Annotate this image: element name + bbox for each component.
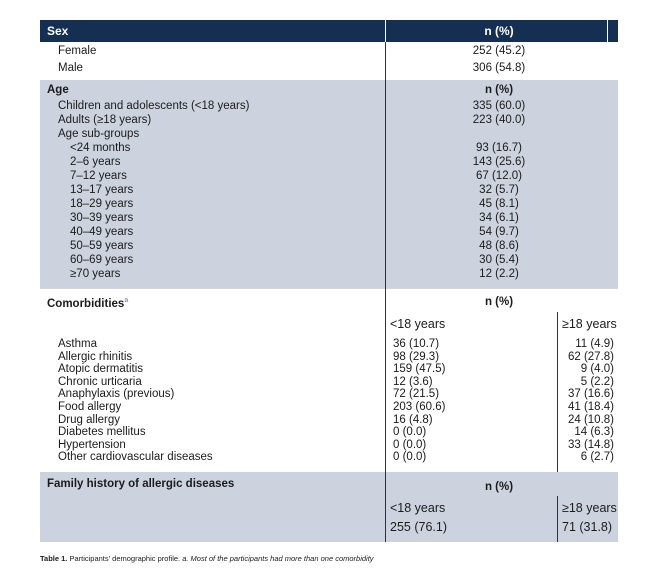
age-row-value: 30 (5.4) xyxy=(479,254,519,266)
comorbidity-value-under18: 159 (47.5) xyxy=(393,363,446,376)
comorbidity-value-over18: 5 (2.2) xyxy=(580,375,614,388)
caption-text: Participants' demographic profile. xyxy=(67,554,183,563)
sex-row-male-value: 306 (54.8) xyxy=(472,62,526,74)
age-row-value: 143 (25.6) xyxy=(472,156,526,168)
comorbidity-value-under18: 0 (0.0) xyxy=(393,438,427,451)
comorbidity-value-under18: 16 (4.8) xyxy=(393,413,433,426)
comorbidity-value-over18: 6 (2.7) xyxy=(580,451,614,464)
sex-row-female-value: 252 (45.2) xyxy=(472,45,526,57)
comorbidity-label: Other cardiovascular diseases xyxy=(58,451,213,464)
comorbidity-value-over18: 37 (16.6) xyxy=(567,388,614,401)
comorbidity-label: Food allergy xyxy=(58,401,122,413)
caption-label: Table 1. xyxy=(40,554,68,563)
comorbidity-value-under18: 36 (10.7) xyxy=(393,338,440,350)
age-row-label: ≥70 years xyxy=(70,268,121,280)
comorbidity-value-under18: 0 (0.0) xyxy=(393,451,427,464)
age-row-value: 335 (60.0) xyxy=(472,100,526,112)
comorbidity-value-under18: 98 (29.3) xyxy=(393,350,440,363)
age-row-value: 45 (8.1) xyxy=(479,198,519,210)
age-row-value: 34 (6.1) xyxy=(479,212,519,224)
family-value-over18: 71 (31.8) xyxy=(562,520,613,534)
family-sub-under18: <18 years xyxy=(390,501,446,515)
sex-col-header: n (%) xyxy=(484,24,514,38)
comorbidity-label: Drug allergy xyxy=(58,413,120,426)
age-row-value: 67 (12.0) xyxy=(475,170,523,182)
sex-header-row xyxy=(40,20,618,42)
comorbidity-value-over18: 14 (6.3) xyxy=(574,426,614,439)
comorbidity-value-under18: 72 (21.5) xyxy=(393,388,440,401)
comorbidity-label: Anaphylaxis (previous) xyxy=(58,388,175,401)
comorbidity-label: Atopic dermatitis xyxy=(58,363,144,376)
comorbidity-value-under18: 12 (3.6) xyxy=(393,375,433,388)
age-row-label: 7–12 years xyxy=(70,170,127,182)
sex-row-female-label: Female xyxy=(58,45,97,57)
comorbidity-label: Chronic urticaria xyxy=(58,375,142,388)
comorbidities-col-header: n (%) xyxy=(484,296,514,308)
age-row-label: 18–29 years xyxy=(70,198,134,210)
header-divider xyxy=(385,20,386,42)
comorbidity-value-over18: 62 (27.8) xyxy=(567,350,614,363)
age-col-header: n (%) xyxy=(484,84,514,96)
family-col-header: n (%) xyxy=(484,481,514,493)
comorbidity-value-over18: 33 (14.8) xyxy=(567,438,614,451)
sex-row-male-label: Male xyxy=(58,62,83,74)
age-row-label: 30–39 years xyxy=(70,212,134,224)
age-row-label: Children and adolescents (<18 years) xyxy=(58,100,250,112)
sex-divider xyxy=(385,42,386,80)
comorbidities-title: Comorbidities$^a$ xyxy=(47,297,129,310)
age-row-label: 50–59 years xyxy=(70,240,134,252)
comorbidity-value-over18: 11 (4.9) xyxy=(575,338,614,350)
caption-footnote: a. Most of the participants had more than one comorbidity xyxy=(182,554,374,563)
age-row-label: <24 months xyxy=(70,142,131,154)
table-caption xyxy=(40,554,374,563)
age-row-label: Age sub-groups xyxy=(58,128,140,140)
age-row-value: 54 (9.7) xyxy=(479,226,519,238)
comorbidities-divider-left xyxy=(385,288,386,472)
comorbidity-label: Allergic rhinitis xyxy=(58,350,133,363)
comorbidity-value-over18: 41 (18.4) xyxy=(567,401,614,413)
age-row-label: Adults (≥18 years) xyxy=(58,114,152,126)
age-row-label: 13–17 years xyxy=(70,184,134,196)
comorbidity-value-over18: 24 (10.8) xyxy=(567,413,614,426)
age-row-label: 60–69 years xyxy=(70,254,134,266)
sex-title: Sex xyxy=(47,24,69,38)
family-title: Family history of allergic diseases xyxy=(47,478,235,490)
age-title: Age xyxy=(47,84,69,96)
comorbidity-label: Diabetes mellitus xyxy=(58,426,146,439)
comorbidity-label: Hypertension xyxy=(58,438,126,451)
age-row-value: 93 (16.7) xyxy=(475,142,523,154)
age-row-value: 223 (40.0) xyxy=(472,114,526,126)
comorbidity-value-under18: 0 (0.0) xyxy=(393,426,427,439)
age-row-value: 32 (5.7) xyxy=(479,184,519,196)
family-value-under18: 255 (76.1) xyxy=(390,520,447,534)
age-row-value: 48 (8.6) xyxy=(479,240,519,252)
comorbidity-value-over18: 9 (4.0) xyxy=(580,363,614,376)
comorbidity-value-under18: 203 (60.6) xyxy=(393,401,446,413)
family-divider-right xyxy=(557,496,558,542)
comorbidities-sub-over18: ≥18 years xyxy=(562,317,617,331)
header-divider-right xyxy=(607,20,608,42)
comorbidities-sub-under18: <18 years xyxy=(390,317,446,331)
age-row-value: 12 (2.2) xyxy=(479,268,519,280)
comorbidity-label: Asthma xyxy=(58,338,97,350)
family-sub-over18: ≥18 years xyxy=(562,501,617,515)
section-rule xyxy=(40,288,618,289)
age-row-label: 40–49 years xyxy=(70,226,134,238)
comorbidities-divider-right xyxy=(557,312,558,472)
age-row-label: 2–6 years xyxy=(70,156,121,168)
